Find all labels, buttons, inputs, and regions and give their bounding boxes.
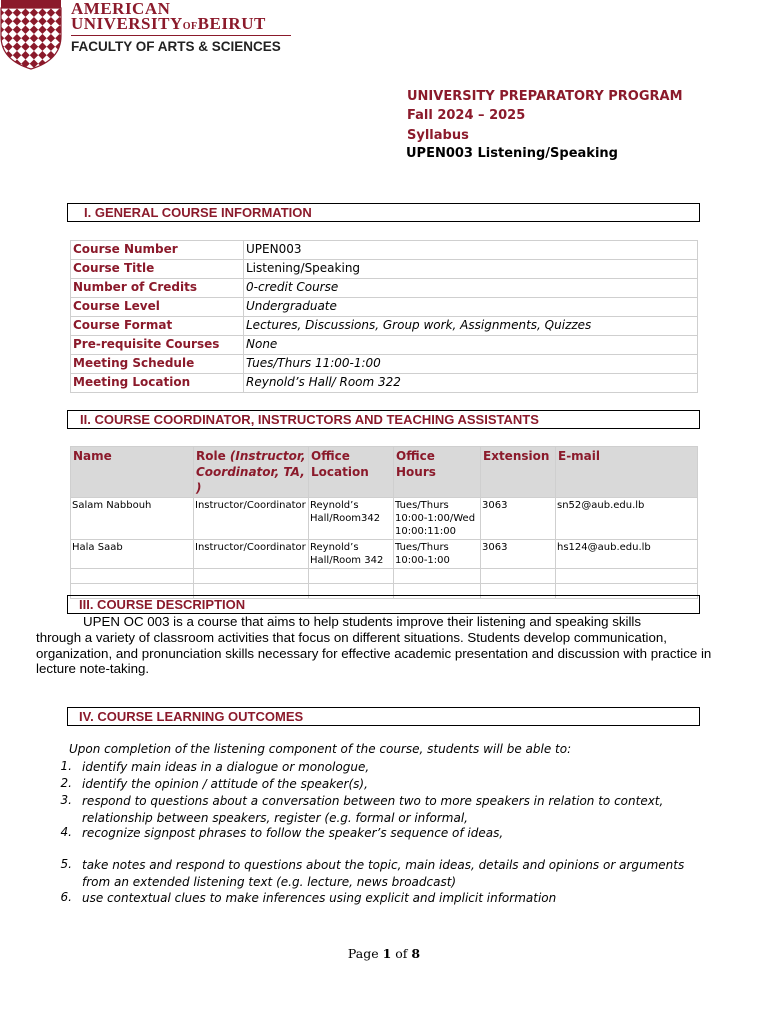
section-heading-outcomes: IV. COURSE LEARNING OUTCOMES bbox=[67, 707, 700, 726]
info-label: Course Level bbox=[71, 298, 244, 317]
info-value: Listening/Speaking bbox=[244, 260, 698, 279]
logo-faculty: FACULTY OF ARTS & SCIENCES bbox=[71, 39, 281, 54]
logo-line-university-of-beirut: UNIVERSITYOFBEIRUT bbox=[71, 14, 266, 33]
page-footer: Page 1 of 8 bbox=[347, 946, 421, 961]
outcomes-intro: Upon completion of the listening component of the course, students will be able to: bbox=[69, 742, 572, 756]
staff-location: Reynold’s Hall/Room342 bbox=[309, 498, 394, 540]
table-row bbox=[71, 298, 698, 317]
logo-rule bbox=[71, 35, 291, 36]
table-row bbox=[71, 317, 698, 336]
staff-email[interactable]: sn52@aub.edu.lb bbox=[556, 498, 698, 540]
info-label: Number of Credits bbox=[71, 279, 244, 298]
info-value: Tues/Thurs 11:00-1:00 bbox=[244, 355, 698, 374]
info-label: Course Title bbox=[71, 260, 244, 279]
staff-table bbox=[70, 446, 698, 599]
info-value: None bbox=[244, 336, 698, 355]
section-heading-coordinators: II. COURSE COORDINATOR, INSTRUCTORS AND TEACHING ASSISTANTS bbox=[67, 410, 700, 429]
header-course: UPEN003 Listening/Speaking bbox=[406, 146, 618, 161]
table-row bbox=[71, 279, 698, 298]
aub-logo bbox=[0, 0, 295, 72]
table-row bbox=[71, 498, 698, 540]
staff-role: Instructor/Coordinator bbox=[194, 498, 309, 540]
staff-email[interactable]: hs124@aub.edu.lb bbox=[556, 540, 698, 569]
header-program: UNIVERSITY PREPARATORY PROGRAM bbox=[407, 89, 683, 104]
table-row bbox=[71, 374, 698, 393]
logo-line-american: AMERICAN bbox=[71, 0, 171, 18]
info-value: Undergraduate bbox=[244, 298, 698, 317]
staff-name: Salam Nabbouh bbox=[71, 498, 194, 540]
info-value: UPEN003 bbox=[244, 241, 698, 260]
table-row bbox=[71, 336, 698, 355]
info-label: Meeting Location bbox=[71, 374, 244, 393]
description-first-line: UPEN OC 003 is a course that aims to help students improve their listening and speaking skills bbox=[83, 614, 642, 629]
section-heading-general-info: I. GENERAL COURSE INFORMATION bbox=[67, 203, 700, 222]
course-info-table bbox=[70, 240, 698, 393]
staff-hours: Tues/Thurs 10:00-1:00 bbox=[394, 540, 481, 569]
staff-hours: Tues/Thurs 10:00-1:00/Wed 10:00:11:00 bbox=[394, 498, 481, 540]
table-row bbox=[71, 241, 698, 260]
col-header-office-hours: Office Hours bbox=[394, 447, 481, 498]
info-label: Course Number bbox=[71, 241, 244, 260]
staff-role: Instructor/Coordinator bbox=[194, 540, 309, 569]
info-label: Meeting Schedule bbox=[71, 355, 244, 374]
info-value: Reynold’s Hall/ Room 322 bbox=[244, 374, 698, 393]
header-term: Fall 2024 – 2025 bbox=[407, 108, 526, 123]
info-label: Pre-requisite Courses bbox=[71, 336, 244, 355]
table-row bbox=[71, 260, 698, 279]
section-heading-description: III. COURSE DESCRIPTION bbox=[67, 595, 700, 614]
info-label: Course Format bbox=[71, 317, 244, 336]
aub-shield-icon bbox=[0, 0, 62, 70]
description-body: through a variety of classroom activities that focus on different situations. Students develop communication, organization, and pronunciation skills necessary for effective academic presentation and discussion with practice in lecture note-taking. bbox=[36, 630, 712, 676]
staff-location: Reynold’s Hall/Room 342 bbox=[309, 540, 394, 569]
info-value: Lectures, Discussions, Group work, Assignments, Quizzes bbox=[244, 317, 698, 336]
staff-name: Hala Saab bbox=[71, 540, 194, 569]
staff-extension: 3063 bbox=[481, 498, 556, 540]
col-header-role: Role (Instructor, Coordinator, TA, ) bbox=[194, 447, 309, 498]
col-header-email: E-mail bbox=[556, 447, 698, 498]
col-header-name: Name bbox=[71, 447, 194, 498]
header-doc-type: Syllabus bbox=[407, 128, 469, 143]
info-value: 0-credit Course bbox=[244, 279, 698, 298]
staff-extension: 3063 bbox=[481, 540, 556, 569]
col-header-extension: Extension bbox=[481, 447, 556, 498]
staff-header-row bbox=[71, 447, 698, 498]
col-header-office-location: Office Location bbox=[309, 447, 394, 498]
table-row bbox=[71, 355, 698, 374]
table-row-empty bbox=[71, 569, 698, 584]
table-row bbox=[71, 540, 698, 569]
